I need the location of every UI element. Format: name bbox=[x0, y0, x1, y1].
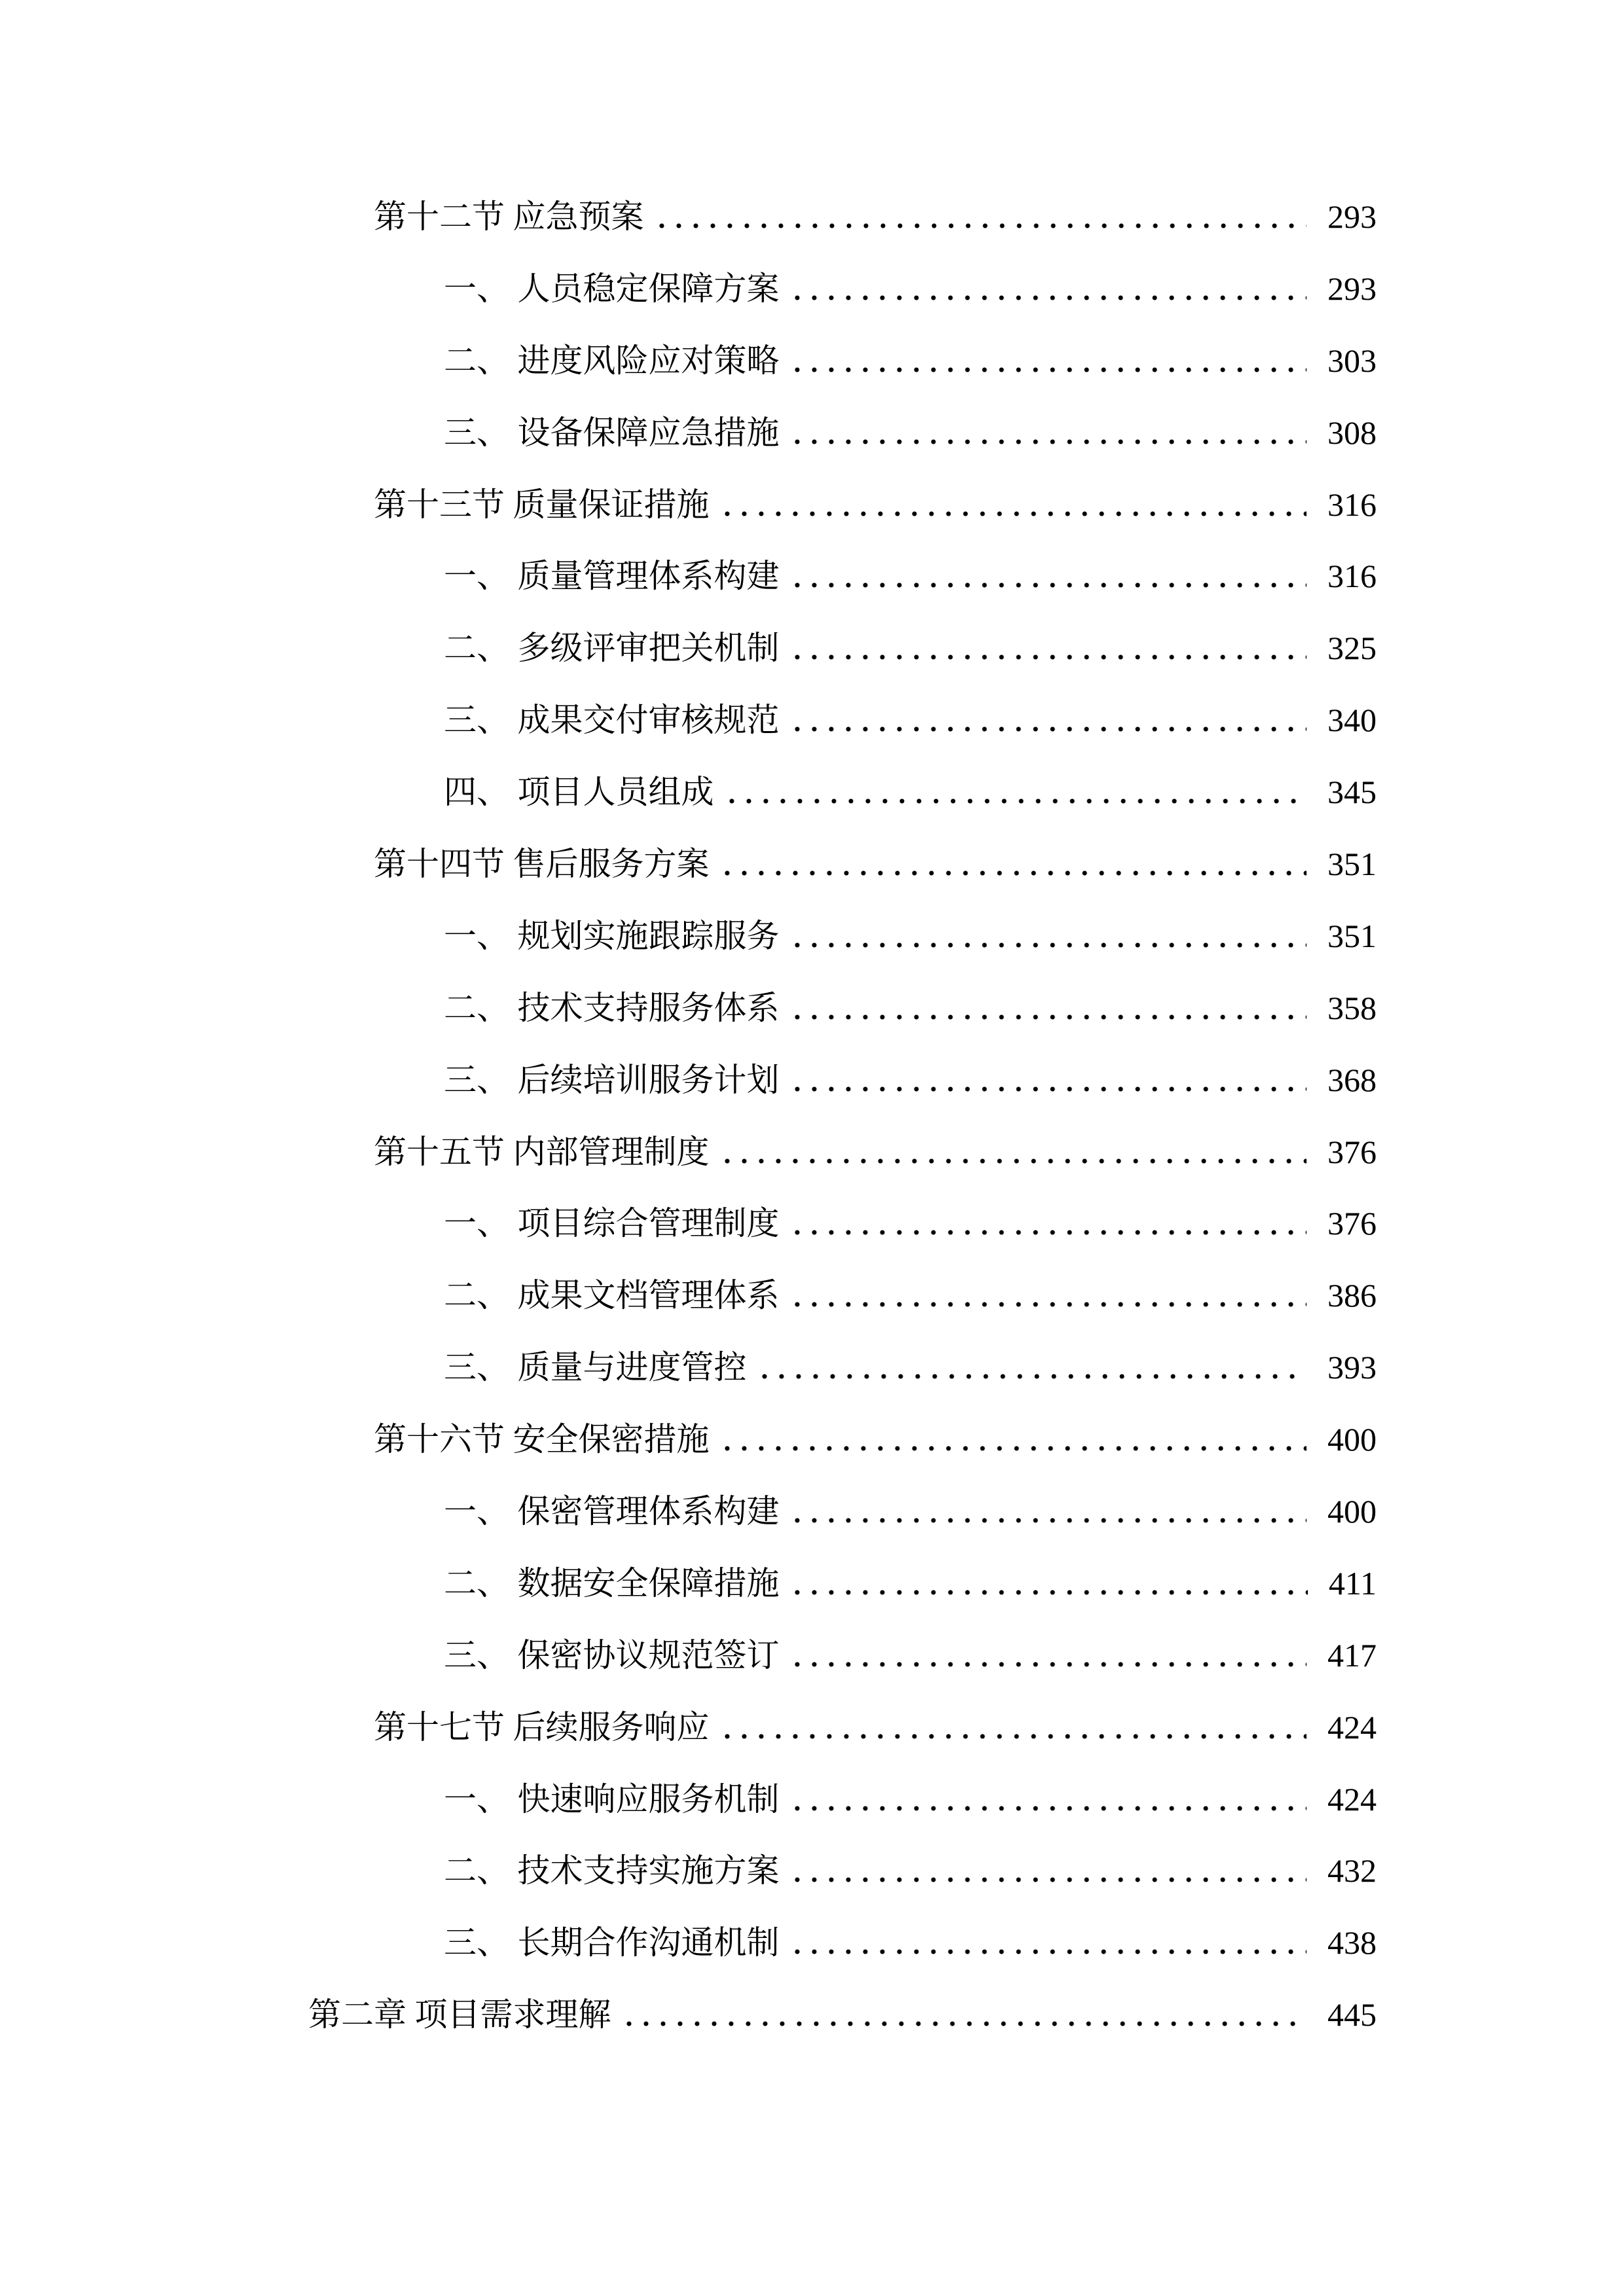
dot-leader bbox=[719, 1116, 1307, 1188]
toc-entry-page: 432 bbox=[1327, 1852, 1377, 1890]
toc-entry[interactable] bbox=[308, 1475, 1377, 1547]
toc-entry-page: 376 bbox=[1327, 1133, 1377, 1170]
dot-leader bbox=[789, 1619, 1307, 1691]
toc-entry-page: 293 bbox=[1327, 198, 1377, 235]
toc-entry-label: 三、 保密协议规范签订 bbox=[444, 1636, 780, 1674]
toc-entry-label: 第十七节 后续服务响应 bbox=[374, 1708, 710, 1746]
toc-entry[interactable] bbox=[308, 1044, 1377, 1116]
toc-entry-label: 第十三节 质量保证措施 bbox=[374, 486, 710, 523]
toc-entry[interactable] bbox=[308, 325, 1377, 397]
toc-entry[interactable] bbox=[308, 756, 1377, 828]
toc-entry-page: 386 bbox=[1327, 1277, 1377, 1314]
toc-entry[interactable] bbox=[308, 1979, 1377, 2051]
toc-entry[interactable] bbox=[308, 397, 1377, 469]
dot-leader bbox=[789, 1259, 1307, 1331]
dot-leader bbox=[723, 756, 1307, 828]
toc-entry-page: 368 bbox=[1327, 1061, 1377, 1098]
toc-entry-page: 411 bbox=[1328, 1564, 1377, 1602]
toc-entry-label: 二、 多级评审把关机制 bbox=[444, 630, 780, 667]
toc-entry-label: 一、 快速响应服务机制 bbox=[444, 1780, 780, 1818]
toc-entry-page: 340 bbox=[1327, 702, 1377, 739]
toc-entry[interactable] bbox=[308, 1835, 1377, 1907]
dot-leader bbox=[653, 181, 1307, 253]
toc-entry-label: 第十六节 安全保密措施 bbox=[374, 1421, 710, 1458]
toc-entry-page: 316 bbox=[1327, 558, 1377, 595]
toc-entry-page: 400 bbox=[1327, 1421, 1377, 1458]
toc-entry-page: 325 bbox=[1327, 630, 1377, 667]
toc-entry-page: 345 bbox=[1327, 774, 1377, 811]
toc-entry-label: 二、 数据安全保障措施 bbox=[444, 1564, 780, 1602]
toc-entry-label: 二、 技术支持服务体系 bbox=[444, 989, 780, 1026]
toc-entry-page: 393 bbox=[1327, 1349, 1377, 1386]
toc-entry[interactable] bbox=[308, 684, 1377, 756]
toc-entry-page: 424 bbox=[1327, 1780, 1377, 1818]
toc-entry[interactable] bbox=[308, 1403, 1377, 1475]
toc-entry-label: 三、 长期合作沟通机制 bbox=[444, 1924, 780, 1962]
toc-entry[interactable] bbox=[308, 1691, 1377, 1763]
dot-leader bbox=[789, 612, 1307, 684]
dot-leader bbox=[719, 1403, 1307, 1475]
toc-entry[interactable] bbox=[308, 1763, 1377, 1835]
toc-entry-page: 400 bbox=[1327, 1492, 1377, 1530]
toc-entry-page: 438 bbox=[1327, 1924, 1377, 1962]
toc-entry-page: 445 bbox=[1327, 1996, 1377, 2034]
toc-entry-label: 第十四节 售后服务方案 bbox=[374, 845, 710, 882]
toc-entry[interactable] bbox=[308, 540, 1377, 612]
toc-list bbox=[308, 181, 1377, 2051]
toc-entry-label: 第十五节 内部管理制度 bbox=[374, 1133, 710, 1170]
toc-entry[interactable] bbox=[308, 1331, 1377, 1403]
toc-entry-label: 三、 质量与进度管控 bbox=[444, 1349, 747, 1386]
toc-entry[interactable] bbox=[308, 1259, 1377, 1331]
toc-entry-page: 303 bbox=[1327, 342, 1377, 379]
dot-leader bbox=[789, 1475, 1307, 1547]
toc-entry-label: 一、 保密管理体系构建 bbox=[444, 1492, 780, 1530]
toc-entry-page: 351 bbox=[1327, 917, 1377, 954]
toc-entry-label: 二、 成果文档管理体系 bbox=[444, 1277, 780, 1314]
dot-leader bbox=[789, 540, 1307, 612]
toc-entry[interactable] bbox=[308, 1907, 1377, 1979]
toc-entry-label: 一、 人员稳定保障方案 bbox=[444, 270, 780, 307]
toc-entry-label: 第二章 项目需求理解 bbox=[308, 1996, 611, 2034]
toc-entry[interactable] bbox=[308, 900, 1377, 972]
toc-entry[interactable] bbox=[308, 181, 1377, 253]
dot-leader bbox=[719, 828, 1307, 900]
dot-leader bbox=[789, 1907, 1307, 1979]
toc-entry[interactable] bbox=[308, 828, 1377, 900]
toc-entry-label: 一、 规划实施跟踪服务 bbox=[444, 917, 780, 954]
dot-leader bbox=[789, 397, 1307, 469]
toc-entry-label: 一、 项目综合管理制度 bbox=[444, 1205, 780, 1242]
toc-entry[interactable] bbox=[308, 612, 1377, 684]
toc-entry-label: 三、 成果交付审核规范 bbox=[444, 702, 780, 739]
toc-entry-page: 351 bbox=[1327, 845, 1377, 882]
dot-leader bbox=[789, 1044, 1307, 1116]
dot-leader bbox=[789, 684, 1307, 756]
toc-entry-label: 二、 进度风险应对策略 bbox=[444, 342, 780, 379]
dot-leader bbox=[789, 1835, 1307, 1907]
toc-entry-label: 一、 质量管理体系构建 bbox=[444, 558, 780, 595]
dot-leader bbox=[789, 253, 1307, 325]
toc-entry[interactable] bbox=[308, 469, 1377, 541]
dot-leader bbox=[789, 972, 1307, 1044]
dot-leader bbox=[719, 1691, 1307, 1763]
toc-entry-label: 三、 后续培训服务计划 bbox=[444, 1061, 780, 1098]
dot-leader bbox=[789, 1763, 1307, 1835]
toc-entry-page: 358 bbox=[1327, 989, 1377, 1026]
dot-leader bbox=[789, 1547, 1308, 1619]
toc-entry-page: 424 bbox=[1327, 1708, 1377, 1746]
toc-entry-label: 二、 技术支持实施方案 bbox=[444, 1852, 780, 1890]
dot-leader bbox=[756, 1331, 1307, 1403]
toc-entry-page: 293 bbox=[1327, 270, 1377, 307]
toc-entry[interactable] bbox=[308, 1187, 1377, 1259]
toc-entry-page: 316 bbox=[1327, 486, 1377, 523]
toc-entry-page: 376 bbox=[1327, 1205, 1377, 1242]
toc-entry[interactable] bbox=[308, 1619, 1377, 1691]
toc-entry[interactable] bbox=[308, 972, 1377, 1044]
dot-leader bbox=[789, 1187, 1307, 1259]
toc-entry[interactable] bbox=[308, 253, 1377, 325]
toc-entry-page: 308 bbox=[1327, 414, 1377, 451]
toc-entry-label: 第十二节 应急预案 bbox=[374, 198, 644, 235]
toc-entry-label: 三、 设备保障应急措施 bbox=[444, 414, 780, 451]
dot-leader bbox=[621, 1979, 1307, 2051]
dot-leader bbox=[789, 900, 1307, 972]
dot-leader bbox=[719, 469, 1307, 541]
toc-entry[interactable] bbox=[308, 1116, 1377, 1188]
toc-entry-label: 四、 项目人员组成 bbox=[444, 774, 714, 811]
toc-entry-page: 417 bbox=[1327, 1636, 1377, 1674]
dot-leader bbox=[789, 325, 1307, 397]
toc-entry[interactable] bbox=[308, 1547, 1377, 1619]
